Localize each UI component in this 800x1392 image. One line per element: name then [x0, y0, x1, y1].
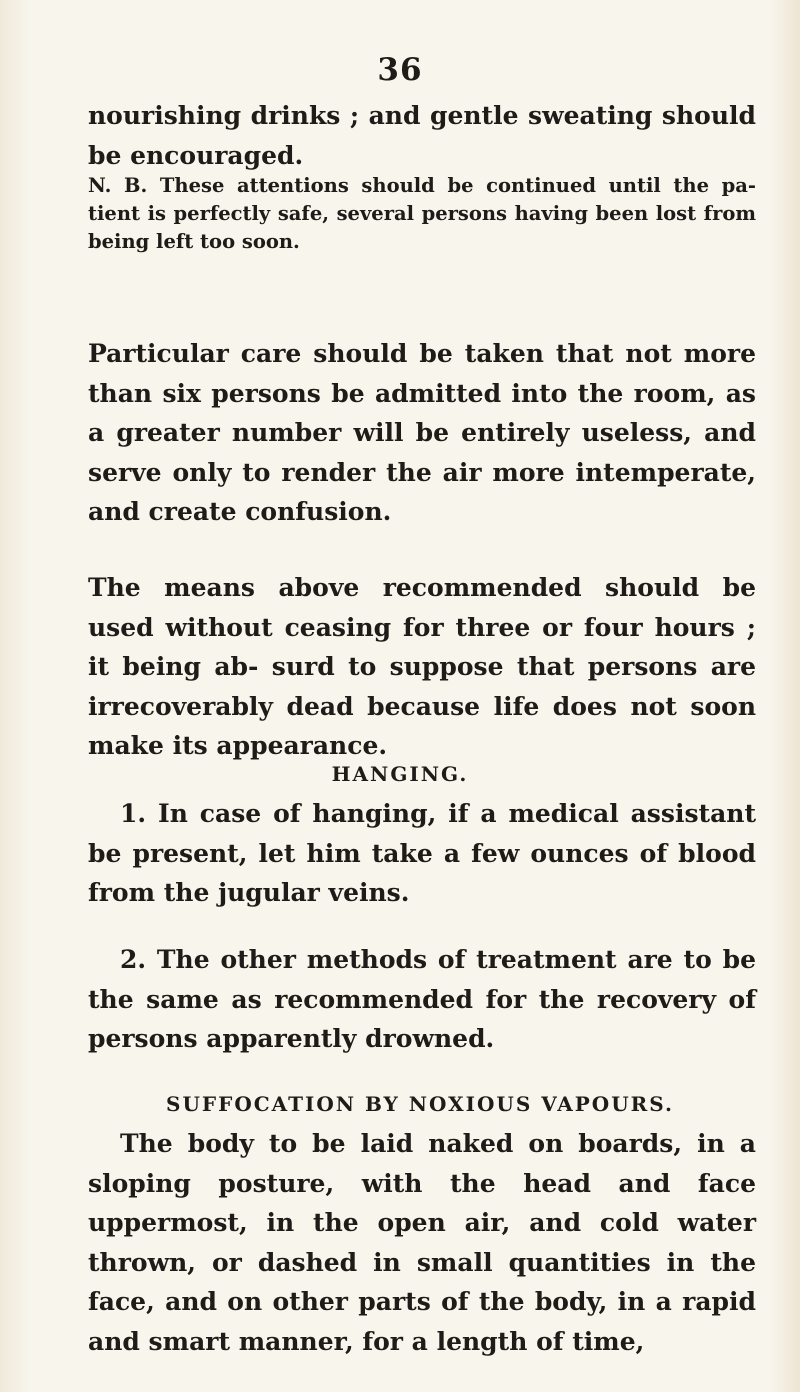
paragraph-particular-care: Particular care should be taken that not more than six persons be admitted into the room, as a greater number will be entirely useless, and serve only to render the air more intemperate, and create confusion. — [88, 339, 756, 526]
page-number: 36 — [377, 52, 423, 88]
paragraph-nourishing: nourishing drinks ; and gentle sweating should be encouraged. — [88, 101, 756, 170]
heading-hanging: HANGING. — [331, 762, 469, 786]
heading-suffocation: SUFFOCATION BY NOXIOUS VAPOURS. — [166, 1092, 674, 1116]
paragraph-means: The means above recommended should be used without ceasing for three or four hours ; it being ab- surd to suppose that persons are irrecoverably dead because life does not soon make its appearance. — [88, 573, 756, 760]
hanging-item-2: 2. The other methods of treatment are to be the same as recommended for the recovery of persons apparently drowned. — [88, 945, 756, 1053]
suffocation-paragraph: The body to be laid naked on boards, in a sloping posture, with the head and face uppermost, in the open air, and cold water thrown, or dashed in small quantities in the face, and on other parts of the body, in a rapid and smart manner, for a length of time, — [88, 1129, 756, 1356]
hanging-item-1: 1. In case of hanging, if a medical assistant be present, let him take a few ounces of blood from the jugular veins. — [88, 799, 756, 907]
note-paragraph: N. B. These attentions should be continued until the pa- tient is perfectly safe, several persons having been lost from being left too soon. — [88, 174, 756, 253]
